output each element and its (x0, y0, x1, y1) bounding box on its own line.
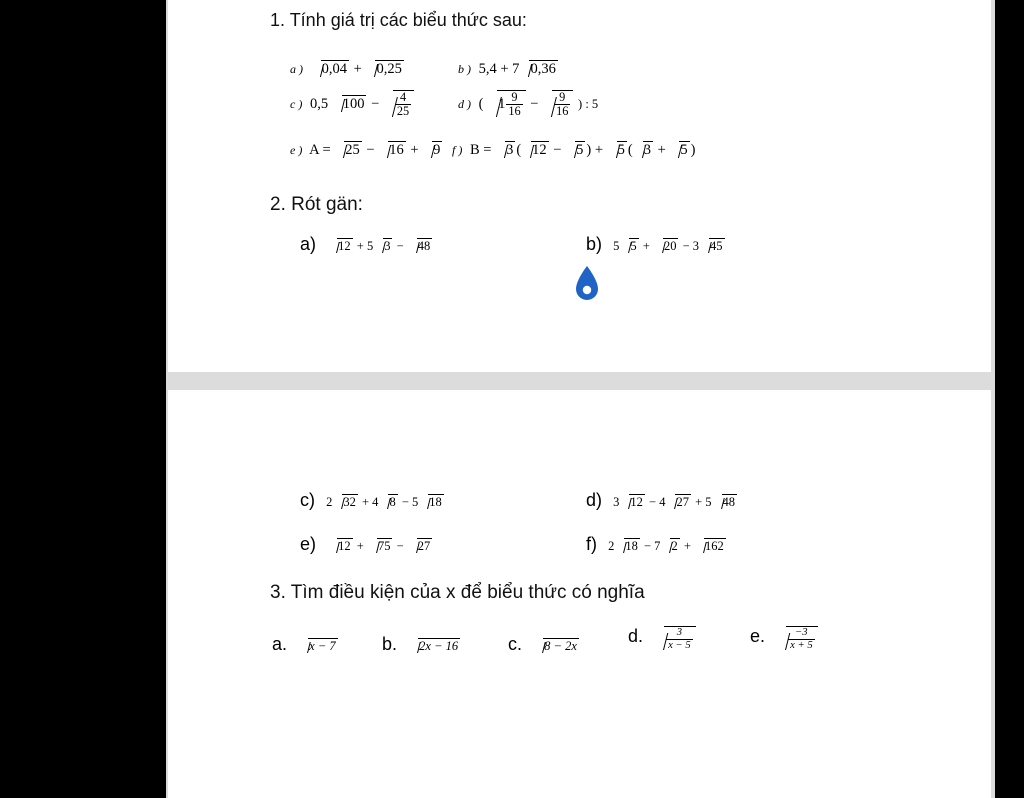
problem-1a: a ) 0,04 + 0,25 (290, 61, 402, 77)
problem-1b: b ) 5,4 + 7 0,36 (458, 61, 556, 77)
problem-3a: a. x − 7 (272, 634, 336, 654)
problem-2e: e) 12 + 75 − 27 (300, 534, 431, 554)
problem-3b: b. 2x − 16 (382, 634, 459, 654)
problem-3d: d. $\frac{3}{x - 5}$ (628, 626, 697, 651)
problem-3c: c. 8 − 2x (508, 634, 577, 654)
location-drop-icon[interactable] (572, 264, 602, 304)
document-page-1 (168, 0, 991, 372)
problem-3e: e. $\frac{-3}{x + 5}$ (750, 626, 819, 651)
section-3-title: 3. Tìm điều kiện của x để biểu thức có nghĩa (270, 582, 645, 603)
problem-1d: d ) ( 1 $\frac{9}{16}$ − $\frac{9}{16}$ ) : 5 (458, 90, 599, 118)
problem-1f: f ) B = 3 ( 12 − 5 ) + 5 ( 3 + 5 ) (452, 142, 696, 158)
problem-1e: e ) A = 25 − 16 + 9 (290, 142, 441, 158)
problem-2f: f) 2 18 − 7 2 + 162 (586, 534, 724, 554)
problem-2c: c) 2 32 + 4 8 − 5 18 (300, 490, 442, 510)
section-2-title: 2. Rót gän: (270, 194, 363, 215)
problem-2a: a) 12 + 5 3 − 48 (300, 234, 431, 254)
section-1-title: 1. Tính giá trị các biểu thức sau: (270, 10, 527, 30)
document-page-2 (168, 390, 991, 798)
problem-2d: d) 3 12 − 4 27 + 5 48 (586, 490, 736, 510)
document-viewer[interactable] (166, 0, 995, 798)
problem-2b: b) 5 5 + 20 − 3 45 (586, 234, 723, 254)
problem-1c: c ) 0,5 100 − $\frac{4}{25}$ (290, 90, 415, 118)
